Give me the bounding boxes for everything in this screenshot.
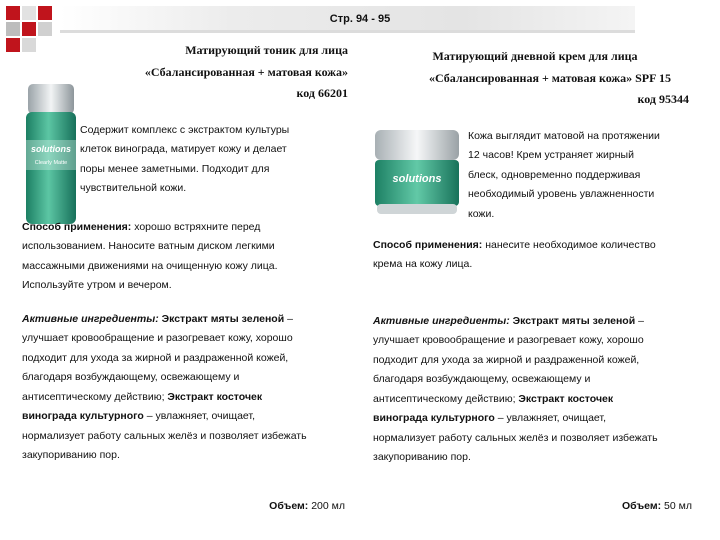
left-usage-text: хорошо встряхните перед [131,221,261,233]
left-volume [200,497,345,516]
right-ingredients-post: – увлажняет, очищает, [494,412,606,425]
right-usage [373,236,708,275]
left-description-line: клеток винограда, матирует кожу и делает [80,143,287,156]
right-title-line3: код 95344 [637,92,689,107]
right-title-line1: Матирующий дневной крем для лица [432,49,638,63]
left-ingredients-dash: – [284,313,293,325]
right-ingredients-line: закупориванию пор. [373,450,471,463]
left-usage-line: массажными движениями на очищенную кожу лица. [22,259,278,272]
left-title-line1: Матирующий тоник для лица [185,43,348,57]
right-description-line: необходимый уровень увлажненности [468,188,655,201]
left-product-image [20,80,82,230]
right-product-title [395,46,705,111]
left-usage-label: Способ применения: [22,221,132,233]
right-ingredients-label: Активные ингредиенты: [373,315,510,327]
left-ingredients-line: нормализует работу сальных желёз и позволяет избежать [22,429,307,442]
left-ingredient-grape-b: винограда культурного [22,410,144,423]
decor-square-gray-3 [22,38,36,52]
page-label: Стр. 94 - 95 [329,13,391,25]
right-ingredients-dash: – [635,315,644,327]
left-description-line: чувствительной кожи. [80,182,187,195]
left-product-title [40,40,348,105]
left-ingredients-line: закупориванию пор. [22,448,120,461]
left-product-brand: solutions [31,144,71,154]
right-description-line: Кожа выглядит матовой на протяжении [468,130,660,142]
left-ingredients-line: подходит для ухода за жирной и раздраженной кожей, [22,351,289,364]
left-description-line: Содержит комплекс с экстрактом культуры [80,124,290,136]
right-description-line: блеск, одновременно поддерживая [468,168,641,181]
left-ingredients-post: – увлажняет, очищает, [143,410,255,423]
left-description-line: поры менее заметными. Подходит для [80,162,270,175]
right-ingredient-mint: Экстракт мяты зеленой [509,315,636,327]
right-ingredients-line: нормализует работу сальных желёз и позволяет избежать [373,431,658,444]
right-product-brand: solutions [392,173,442,185]
decor-square-red-4 [6,38,20,52]
right-product-image [371,126,463,220]
left-usage-line: использованием. Наносите ватным диском легкими [22,240,275,253]
left-title-line3: код 66201 [296,86,348,101]
right-ingredient-grape-b: винограда культурного [373,412,495,425]
left-title-line2: «Сбалансированная + матовая кожа» [144,64,348,79]
right-volume [560,497,692,516]
right-ingredient-grape-a: Экстракт косточек [515,392,614,405]
left-description [80,121,340,199]
header-bar-strip [60,30,635,33]
left-usage [22,218,342,296]
left-ingredients [22,310,352,465]
right-description-line: кожи. [468,207,495,220]
left-ingredients-line: благодаря возбуждающему, освежающему и [22,371,240,384]
right-ingredients-line: подходит для ухода за жирной и раздраженной кожей, [373,353,640,366]
left-ingredient-mint: Экстракт мяты зеленой [158,313,285,325]
left-volume-value: 200 мл [308,500,345,512]
left-volume-label: Объем: [269,500,309,512]
right-ingredients-line: благодаря возбуждающему, освежающему и [373,373,591,386]
right-volume-value: 50 мл [661,500,692,512]
left-ingredients-pre: антисептическому действию; [22,390,165,403]
right-ingredients [373,312,713,467]
right-usage-label: Способ применения: [373,239,483,251]
right-volume-label: Объем: [622,500,662,512]
left-ingredients-label: Активные ингредиенты: [22,313,159,325]
left-product-caption: Clearly Matte [34,160,68,166]
right-description [468,127,708,224]
left-usage-line: Используйте утром и вечером. [22,279,172,292]
right-description-line: 12 часов! Крем устраняет жирный [468,149,634,162]
right-ingredients-pre: антисептическому действию; [373,392,516,405]
left-ingredients-line: улучшает кровообращение и разогревает кожу, хорошо [22,332,293,345]
right-usage-line: крема на кожу лица. [373,258,473,271]
right-usage-text: нанесите необходимое количество [482,239,656,251]
left-ingredient-grape-a: Экстракт косточек [164,390,263,403]
right-ingredients-line: улучшает кровообращение и разогревает кожу, хорошо [373,334,644,347]
right-title-line2: «Сбалансированная + матовая кожа» SPF 15 [428,70,672,85]
